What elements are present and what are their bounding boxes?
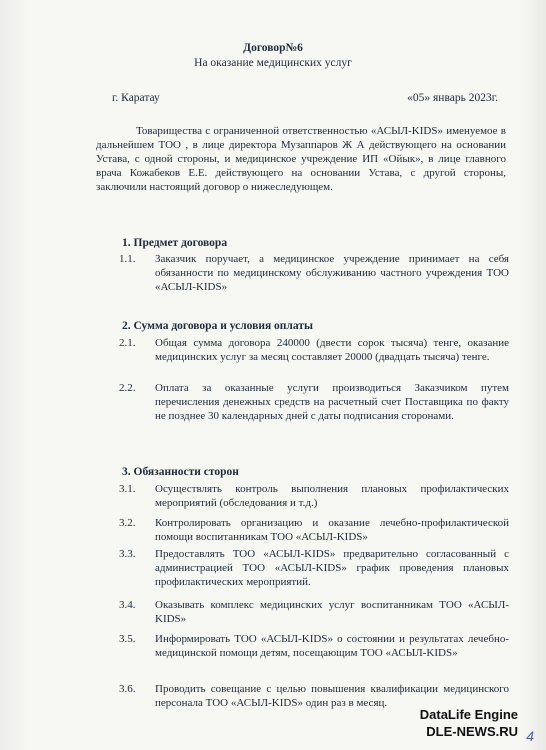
clause-text: Проводить совещание с целью повышения квалификации медицинского персонала ТОО «АСЫЛ-KIDS» один раз в месяц. (155, 683, 509, 709)
section-1-heading: 1. Предмет договора (122, 237, 228, 249)
clause-number: 1.1. (119, 253, 136, 265)
watermark-line-1: DataLife Engine (419, 707, 518, 722)
clause-number: 3.3. (119, 548, 136, 560)
clause-text: Информировать ТОО «АСЫЛ-KIDS» о состоянии и результатах лечебно-медицинской помощи детям, посещающим ТОО «АСЫЛ-KIDS» (155, 633, 509, 659)
clause-number: 3.1. (119, 483, 136, 495)
clause-3-5 (119, 632, 509, 660)
clause-2-1 (119, 336, 509, 364)
clause-1-1 (119, 252, 509, 294)
contract-date: «05» январь 2023г. (407, 92, 498, 104)
section-2-heading: 2. Сумма договора и условия оплаты (122, 320, 313, 332)
clause-text: Осуществлять контроль выполнения плановых профилактических мероприятий (обследования и т.д.) (155, 483, 509, 509)
clause-text: Общая сумма договора 240000 (двести сорок тысяча) тенге, оказание медицинских услуг за месяц составляет 20000 (двадцать тысяча) тенге. (155, 337, 509, 363)
clause-number: 2.2. (119, 382, 136, 394)
clause-2-2 (119, 381, 509, 423)
watermark (420, 706, 518, 740)
contract-title: Договор№6 (243, 42, 303, 54)
clause-number: 3.6. (119, 683, 136, 695)
contract-subtitle: На оказание медицинских услуг (194, 57, 352, 69)
clause-number: 3.2. (119, 517, 136, 529)
clause-3-1 (119, 482, 509, 510)
clause-text: Контролировать организацию и оказание лечебно-профилактической помощи воспитанникам ТОО «АСЫЛ-KIDS» (155, 517, 509, 543)
clause-text: Заказчик поручает, а медицинское учреждение принимает на себя обязанности по медицинскому обслуживанию частного учреждения ТОО «АСЫЛ-KIDS» (155, 253, 509, 293)
intro-paragraph: Товарищества с ограниченной ответственностью «АСЫЛ-KIDS» именуемое в дальнейшем ТОО , в лице директора Музаппаров Ж А действующего на основании Устава, с одной стороны, и медицинское учреждение ИП «Ойык», в лице главного врача Кожабеков Е.Е. действующего на основании Устава, с другой стороны, заключили настоящий договор о нижеследующем. (96, 125, 506, 193)
watermark-line-2: DLE-NEWS.RU (426, 724, 518, 739)
clause-number: 3.4. (119, 599, 136, 611)
page-number: 4 (526, 728, 534, 744)
clause-number: 3.5. (119, 633, 136, 645)
clause-text: Предоставлять ТОО «АСЫЛ-KIDS» предварительно согласованный с администрацией ТОО «АСЫЛ-KIDS» график проведения плановых профилактических мероприятий. (155, 548, 509, 588)
clause-text: Оплата за оказанные услуги производиться Заказчиком путем перечисления денежных средств на расчетный счет Поставщика по факту не позднее 30 календарных дней с даты подписания сторонами. (155, 382, 509, 422)
clause-3-3 (119, 547, 509, 589)
contract-city: г. Каратау (112, 92, 160, 104)
clause-3-2 (119, 516, 509, 544)
section-3-heading: 3. Обязанности сторон (122, 466, 239, 478)
clause-3-4 (119, 598, 509, 626)
clause-text: Оказывать комплекс медицинских услуг воспитанникам ТОО «АСЫЛ-KIDS» (155, 599, 509, 625)
clause-number: 2.1. (119, 337, 136, 349)
